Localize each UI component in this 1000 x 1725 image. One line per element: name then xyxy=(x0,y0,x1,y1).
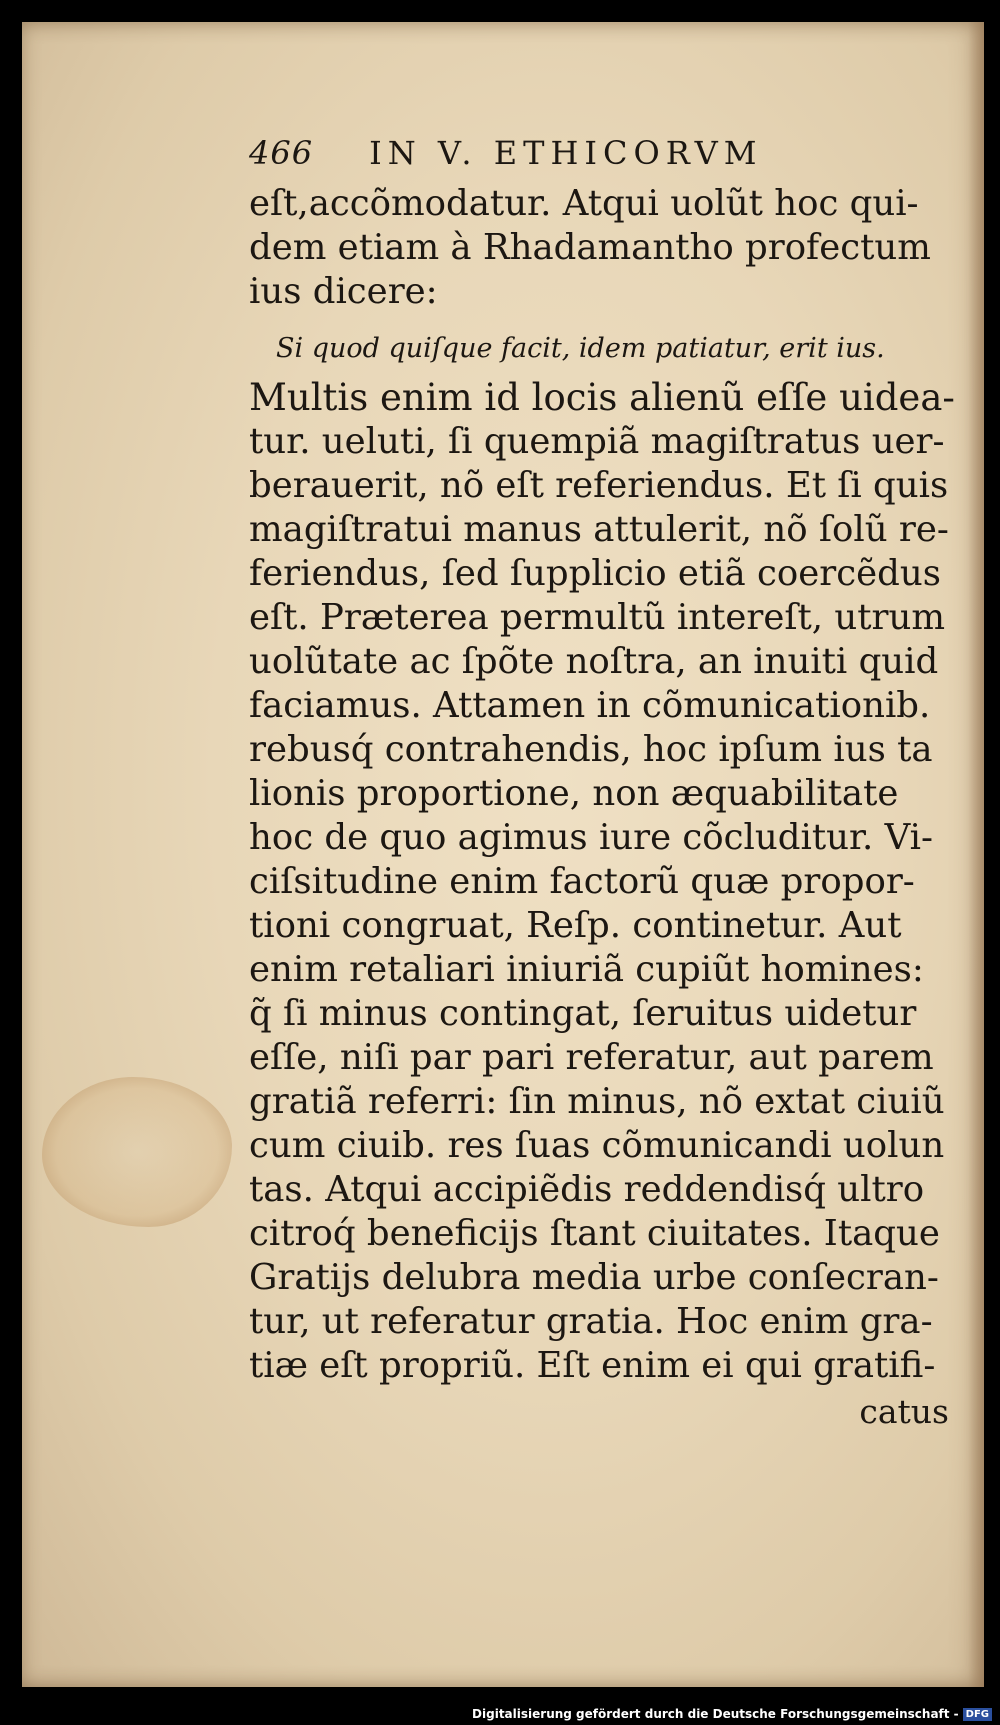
catchword: catus xyxy=(859,1392,949,1431)
text-line: dem etiam à Rhadamantho profectum xyxy=(249,227,931,268)
text-line: tioni congruat, Reſp. continetur. Aut xyxy=(249,905,902,946)
text-line: faciamus. Attamen in cõmunicationib. xyxy=(249,685,931,726)
text-line: ciſsitudine enim factorũ quæ propor- xyxy=(249,861,915,902)
verse-quotation: Si quod quiſque facit, idem patiatur, erit ius. xyxy=(276,333,885,364)
text-line: gratiã referri: ſin minus, nõ extat ciuiũ xyxy=(249,1081,945,1122)
running-head: IN V. ETHICORVM xyxy=(369,134,763,172)
text-line: berauerit, nõ eſt referiendus. Et ſi quis xyxy=(249,465,949,506)
text-line: enim retaliari iniuriã cupiũt homines: xyxy=(249,949,924,990)
text-line: uolũtate ac ſpõte noſtra, an inuiti quid xyxy=(249,641,939,682)
text-line: Multis enim id locis alienũ eſſe uidea- xyxy=(249,376,955,419)
text-line: magiſtratui manus attulerit, nõ ſolũ re- xyxy=(249,509,949,550)
book-page xyxy=(22,22,984,1687)
page-number: 466 xyxy=(249,134,314,172)
text-line: tas. Atqui accipiẽdis reddendisq́ ultro xyxy=(249,1169,925,1210)
text-line: ius dicere: xyxy=(249,271,438,312)
text-line: feriendus, ſed ſupplicio etiã coercẽdus xyxy=(249,553,941,594)
text-line: tur. ueluti, ſi quempiã magiſtratus uer- xyxy=(249,421,945,462)
text-line: rebusq́ contrahendis, hoc ipſum ius ta xyxy=(249,729,933,770)
text-block xyxy=(249,134,969,1434)
page-edge-shadow xyxy=(968,22,984,1687)
text-line: tur, ut referatur gratia. Hoc enim gra- xyxy=(249,1301,933,1342)
text-line: eſt. Præterea permultũ intereſt, utrum xyxy=(249,597,945,638)
text-line: Gratijs delubra media urbe conſecran- xyxy=(249,1257,939,1298)
text-line: citroq́ beneficijs ſtant ciuitates. Itaque xyxy=(249,1213,940,1254)
text-line: lionis proportione, non æquabilitate xyxy=(249,773,899,814)
text-line: q̃ ſi minus contingat, ſeruitus uidetur xyxy=(249,993,917,1034)
text-line: hoc de quo agimus iure cõcluditur. Vi- xyxy=(249,817,933,858)
text-line: tiæ eſt propriũ. Eſt enim ei qui gratifi- xyxy=(249,1345,936,1386)
footer-credit xyxy=(472,1707,992,1721)
page-header xyxy=(249,134,969,182)
dfg-logo: DFG xyxy=(963,1708,992,1721)
text-line: eſſe, niſi par pari referatur, aut parem xyxy=(249,1037,934,1078)
water-stain xyxy=(42,1077,232,1227)
footer-strip xyxy=(0,1701,1000,1725)
text-line: cum ciuib. res ſuas cõmunicandi uolun xyxy=(249,1125,945,1166)
footer-credit-text: Digitalisierung gefördert durch die Deutsche Forschungsgemeinschaft - xyxy=(472,1707,959,1721)
text-line: eſt,accõmodatur. Atqui uolũt hoc qui- xyxy=(249,183,919,224)
